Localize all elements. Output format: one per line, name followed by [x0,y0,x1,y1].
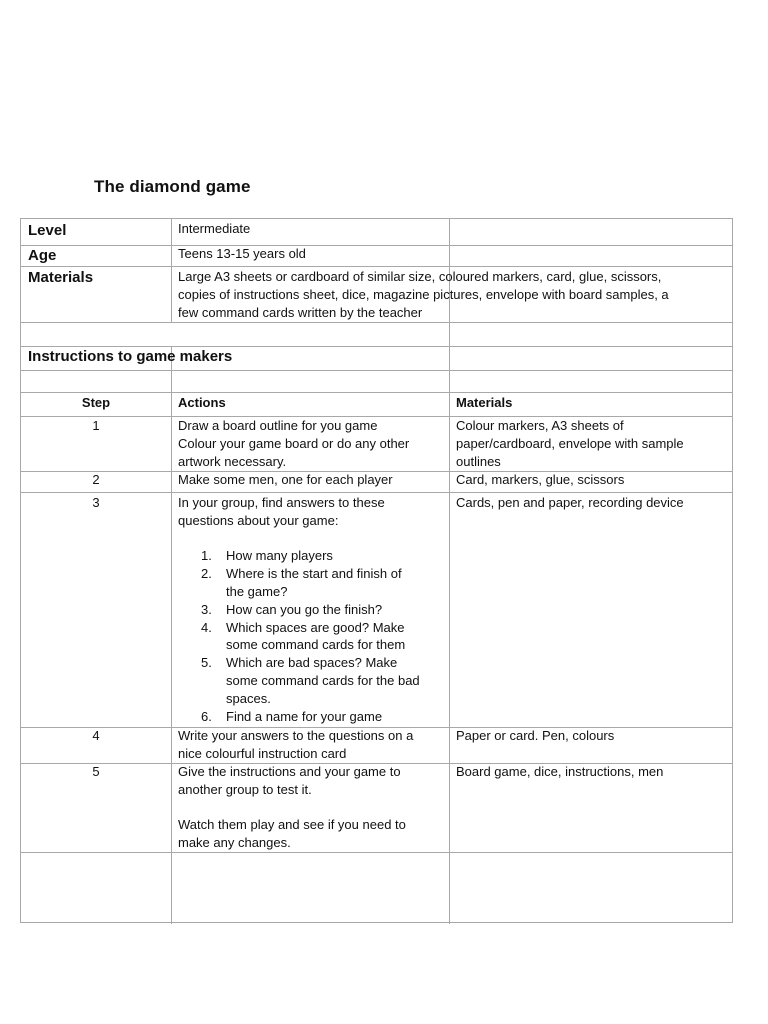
material-line: Colour markers, A3 sheets of [456,418,624,433]
step-number: 4 [92,728,100,743]
step-actions [178,417,409,470]
step-actions [178,471,393,489]
row-divider [21,245,732,246]
column-divider [449,346,450,852]
header-actions: Actions [178,395,226,410]
list-item: 6. Find a name for your game [201,708,383,724]
step-number: 2 [92,472,100,487]
material-line: outlines [456,453,501,469]
material-line: Board game, dice, instructions, men [456,764,664,779]
list-item: 2. Where is the start and finish of the game? [201,566,402,599]
materials-value [178,268,738,321]
action-line: Draw a board outline for you game [178,418,378,433]
section-title: Instructions to game makers [28,348,233,365]
header-materials: Materials [456,395,513,410]
materials-line: Large A3 sheets or cardboard of similar size, coloured markers, card, glue, scissors, [178,269,662,284]
material-line: Card, markers, glue, scissors [456,472,625,487]
step-actions [178,727,413,763]
header-step: Step [81,395,111,410]
step-number: 5 [92,764,100,779]
age-label: Age [28,247,57,264]
row-divider [21,322,732,323]
step-materials [456,417,684,470]
materials-line: copies of instructions sheet, dice, magazine pictures, envelope with board samples, a [178,286,669,302]
step-materials [456,471,624,489]
material-line: Paper or card. Pen, colours [456,728,615,743]
age-value: Teens 13-15 years old [178,246,306,261]
row-divider [21,370,732,371]
action-line: Write your answers to the questions on a [178,728,414,743]
row-divider [21,492,732,493]
step-number: 1 [92,418,100,433]
step-number: 3 [92,495,100,510]
question-list [178,547,448,725]
list-item: 4. Which spaces are good? Make some command cards for them [201,619,406,653]
list-item: 1. How many players [201,548,333,564]
list-item: 3. How can you go the finish? [201,601,383,617]
action-line: Make some men, one for each player [178,472,393,487]
action-line: Colour your game board or do any other [178,435,410,451]
material-line: paper/cardboard, envelope with sample [456,435,684,451]
action-line: In your group, find answers to these [178,495,385,510]
action-line: nice colourful instruction card [178,745,347,761]
column-divider [171,370,172,924]
step-actions [178,763,406,852]
material-line: Cards, pen and paper, recording device [456,495,684,510]
step-materials [456,494,684,512]
step-materials [456,763,663,781]
materials-label: Materials [28,269,94,286]
action-line: another group to test it. [178,781,312,797]
action-line: Give the instructions and your game to [178,764,401,779]
materials-line: few command cards written by the teacher [178,304,423,320]
list-item: 5. Which are bad spaces? Make some command cards for the bad spaces. [201,655,420,706]
action-line: questions about your game: [178,512,339,528]
game-table [20,218,733,923]
row-divider [21,392,732,393]
row-divider [21,852,732,853]
column-divider [449,852,450,924]
action-line: artwork necessary. [178,453,287,469]
level-value: Intermediate [178,221,251,236]
row-divider [21,266,732,267]
page-title: The diamond game [94,177,251,196]
column-divider [171,219,172,322]
step-actions [178,494,448,725]
level-label: Level [28,222,67,239]
action-line: Watch them play and see if you need to [178,817,406,833]
step-materials [456,727,614,745]
action-line: make any changes. [178,835,291,851]
